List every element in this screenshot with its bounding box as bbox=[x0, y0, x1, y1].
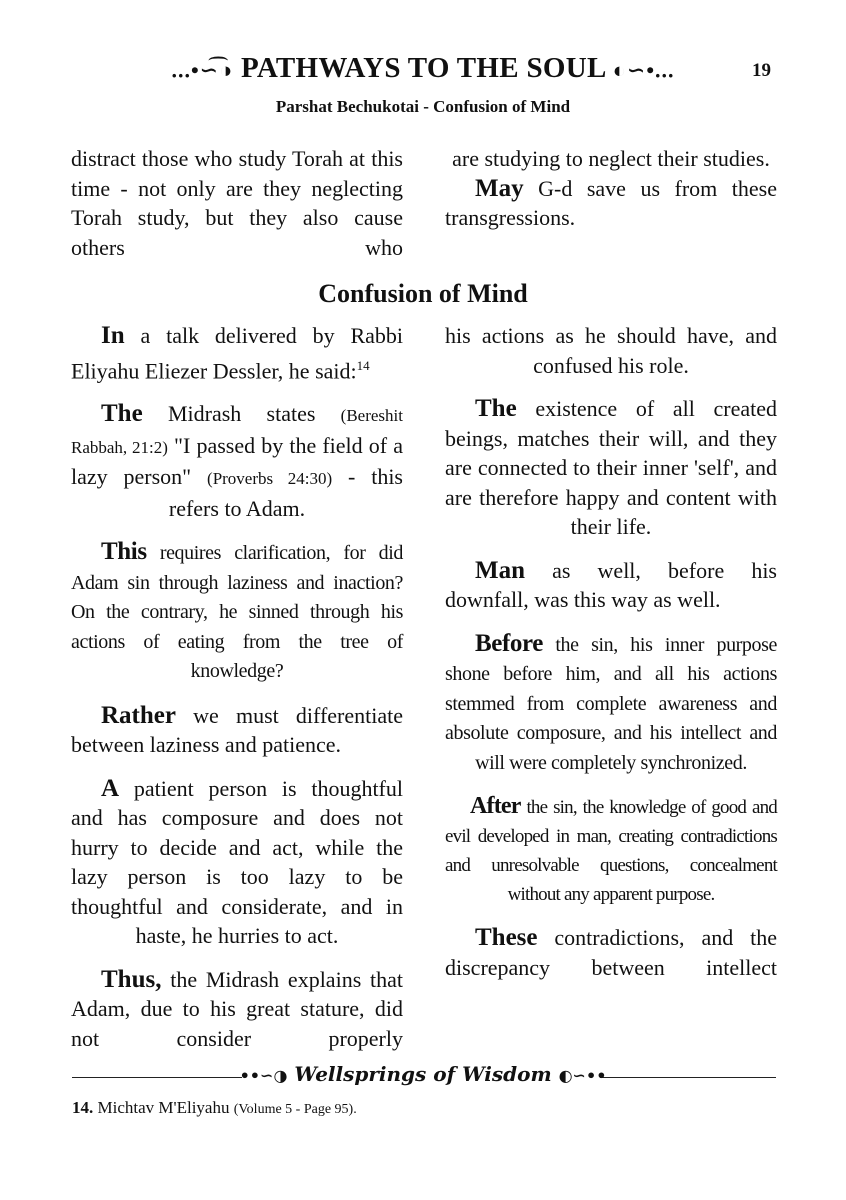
lead-word: After bbox=[470, 793, 521, 819]
paragraph-text: patient person is thoughtful and has composure and does not hurry to decide and act, while the lazy person is too lazy to be thoughtful and considerate, and in haste, he hurries to act. bbox=[71, 775, 403, 949]
section-heading: Confusion of Mind bbox=[318, 279, 528, 308]
page-subtitle: Parshat Bechukotai - Confusion of Mind bbox=[275, 97, 571, 116]
running-title bbox=[0, 50, 846, 88]
paragraph-2 bbox=[445, 394, 777, 542]
lead-word: These bbox=[475, 924, 538, 951]
left-column bbox=[71, 321, 403, 1067]
paragraph-5 bbox=[71, 774, 403, 951]
footer-banner-text: Wellsprings of Wisdom bbox=[294, 1062, 552, 1086]
paragraph-3 bbox=[71, 537, 403, 687]
right-column bbox=[445, 321, 777, 996]
footnote-number: 14. bbox=[72, 1098, 94, 1117]
lead-word: Thus, bbox=[101, 965, 162, 993]
ornament-right-icon: ◐∽•... bbox=[612, 57, 675, 83]
ornament-left-icon: ...•∽͡◑ bbox=[171, 57, 234, 83]
lead-word: This bbox=[101, 538, 147, 566]
continuation-paragraph-right: are studying to neglect their studies. bbox=[452, 146, 770, 171]
paragraph-text: we must differentiate between laziness and patience. bbox=[71, 702, 403, 758]
top-left-column bbox=[71, 144, 403, 276]
page-header bbox=[0, 50, 846, 90]
top-right-column bbox=[445, 144, 777, 247]
paragraph-4 bbox=[71, 701, 403, 760]
paragraph-5 bbox=[445, 792, 777, 909]
lead-word: The bbox=[475, 395, 517, 422]
paragraph-text: - this refers to Adam. bbox=[168, 464, 403, 521]
paragraph-text: as well, before his downfall, was this way as well. bbox=[445, 557, 777, 612]
paragraph-3 bbox=[445, 556, 777, 615]
continuation-paragraph: distract those who study Torah at this time - not only are they neglecting Torah study, but they also cause others who bbox=[71, 146, 403, 260]
footer-banner bbox=[0, 1062, 846, 1086]
footer-ornament-left-icon: ••∽◑ bbox=[239, 1066, 288, 1085]
paragraph-text: "I passed by the field of a lazy person" bbox=[71, 432, 403, 490]
footer-ornament-right-icon: ◐∽•• bbox=[558, 1066, 607, 1085]
source-reference: (Proverbs 24:30) bbox=[207, 469, 333, 489]
paragraph-1 bbox=[71, 321, 403, 385]
lead-word: The bbox=[101, 400, 143, 428]
footnote-reference: (Volume 5 - Page 95). bbox=[233, 1102, 357, 1117]
paragraph-text: the sin, his inner purpose shone before him, and all his actions stemmed from complete awareness and absolute composure, and his intellect and will were completely synchronized. bbox=[445, 633, 777, 774]
footnote-marker: 14 bbox=[356, 357, 370, 373]
paragraph-text: G-d save us from these transgressions. bbox=[445, 175, 777, 230]
paragraph-text: the sin, the knowledge of good and evil developed in man, creating contradictions and unresolvable questions, concealment without any apparent purpose. bbox=[445, 797, 777, 905]
paragraph-text: requires clarification, for did Adam sin through laziness and inaction? On the contrary, he sinned through his actions of eating from the tree of knowledge? bbox=[71, 542, 403, 683]
running-title-text: PATHWAYS TO THE SOUL bbox=[240, 52, 606, 84]
paragraph-text: Midrash states bbox=[142, 401, 341, 427]
paragraph-text: existence of all created beings, matches their will, and they are connected to their inner 'self', and are therefore happy and content with their life. bbox=[445, 396, 777, 539]
paragraph-6 bbox=[71, 965, 403, 1054]
paragraph-text: the Midrash explains that Adam, due to his great stature, did not consider properly bbox=[71, 966, 403, 1051]
lead-word: Rather bbox=[101, 701, 176, 729]
lead-word: Before bbox=[475, 629, 543, 657]
lead-word: May bbox=[475, 174, 524, 202]
paragraph-6 bbox=[445, 923, 777, 982]
lead-word: Man bbox=[475, 556, 525, 584]
footnote-text: Michtav M'Eliyahu bbox=[93, 1098, 234, 1117]
paragraph-text: contradictions, and the discrepancy between intellect bbox=[445, 925, 777, 980]
source-reference: (Bereshit Rabbah, 21:2) bbox=[71, 406, 403, 457]
lead-word: In bbox=[101, 322, 125, 349]
lead-word: A bbox=[101, 774, 120, 802]
paragraph-1: his actions as he should have, and confused his role. bbox=[445, 323, 777, 378]
page-number: 19 bbox=[752, 60, 771, 81]
footnote bbox=[72, 1098, 357, 1118]
paragraph-text: a talk delivered by Rabbi Eliyahu Eliezer Dessler, he said: bbox=[71, 323, 403, 383]
blessing-paragraph bbox=[445, 174, 777, 233]
paragraph-2 bbox=[71, 399, 403, 523]
paragraph-4 bbox=[445, 629, 777, 779]
